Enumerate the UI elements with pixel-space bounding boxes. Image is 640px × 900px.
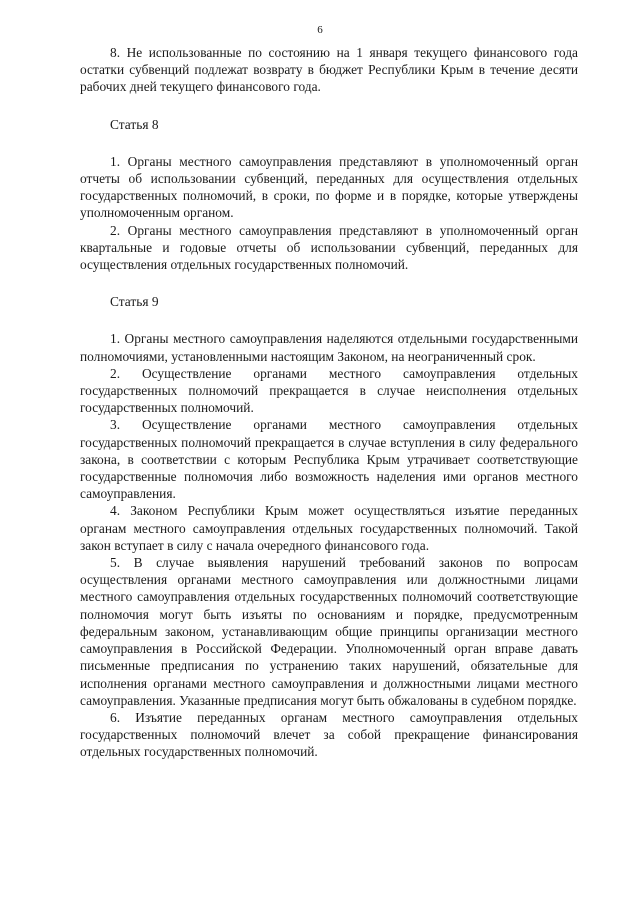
- article-8-heading: Статья 8: [110, 116, 159, 132]
- article-8-paragraph: 2. Органы местного самоуправления представляют в уполномоченный орган квартальные и годовые отчеты об использовании субвенций, переданных для осуществления отдельных государственных полномочий.: [80, 222, 578, 273]
- article-9-paragraph: 6. Изъятие переданных органам местного самоуправления отдельных государственных полномочий влечет за собой прекращение финансирования отдельных государственных полномочий.: [80, 709, 578, 760]
- article-9-paragraph: 5. В случае выявления нарушений требований законов по вопросам осуществления органами местного самоуправления или должностными лицами местного самоуправления отдельных государственных полномочий соответствующие полномочия могут быть изъяты по основаниям и порядке, предусмотренным федеральным законом, устанавливающим общие принципы организации местного самоуправления в Российской Федерации. Уполномоченный орган вправе давать письменные предписания по устранению таких нарушений, обязательные для исполнения органами местного самоуправления и должностными лицами местного самоуправления. Указанные предписания могут быть обжалованы в судебном порядке.: [80, 555, 578, 708]
- article-9-heading: Статья 9: [110, 294, 159, 310]
- document-body: [80, 44, 578, 761]
- page-number: 6: [317, 24, 323, 36]
- article-9-paragraph: 4. Законом Республики Крым может осуществляться изъятие переданных органам местного самоуправления отдельных государственных полномочий. Такой закон вступает в силу с начала очередного финансового года.: [80, 503, 578, 553]
- paragraph-8: 8. Не использованные по состоянию на 1 января текущего финансового года остатки субвенций подлежат возврату в бюджет Республики Крым в течение десяти рабочих дней текущего финансового года.: [80, 45, 578, 95]
- article-8-paragraph: 1. Органы местного самоуправления представляют в уполномоченный орган отчеты об использовании субвенций, переданных для осуществления отдельных государственных полномочий, в сроки, по форме и в порядке, которые утверждены уполномоченным органом.: [80, 153, 578, 221]
- article-9-paragraph: 3. Осуществление органами местного самоуправления отдельных государственных полномочий прекращается в случае вступления в силу федерального закона, в соответствии с которым Республика Крым утрачивает соответствующие государственные полномочия либо возможность наделения ими органов местного самоуправления.: [80, 417, 578, 502]
- article-9-paragraph: 2. Осуществление органами местного самоуправления отдельных государственных полномочий прекращается в случае неисполнения отдельных государственных полномочий.: [80, 365, 578, 416]
- article-9-paragraph: 1. Органы местного самоуправления наделяются отдельными государственными полномочиями, установленными настоящим Законом, на неограниченный срок.: [80, 331, 578, 364]
